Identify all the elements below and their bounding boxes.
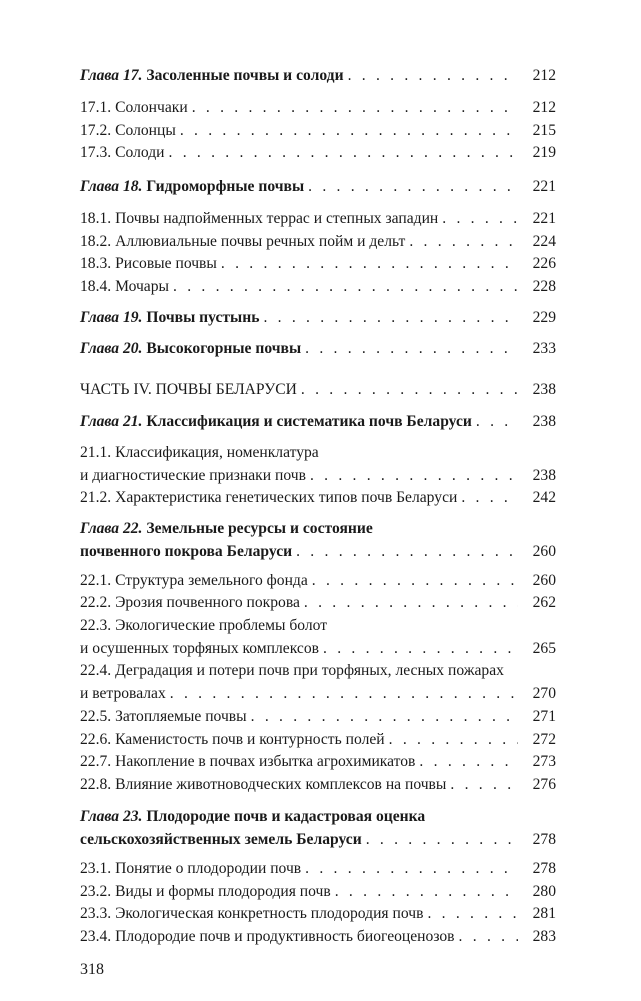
entry-title: Засоленные почвы и солоди xyxy=(146,67,344,84)
toc-chapter-18[interactable] xyxy=(80,175,556,198)
entry-title: 18.3. Рисовые почвы xyxy=(80,255,217,272)
entry-title: Почвы пустынь xyxy=(146,309,260,326)
leader-dots xyxy=(389,728,518,751)
toc-part-4[interactable] xyxy=(80,378,556,401)
toc-section-22-4[interactable] xyxy=(80,659,556,705)
page-number: 280 xyxy=(532,883,556,900)
page-number: 270 xyxy=(532,685,556,702)
chapter-label: Глава 19. xyxy=(80,309,143,326)
page-number: 281 xyxy=(532,905,556,922)
leader-dots xyxy=(335,880,518,903)
toc-section-18-3[interactable] xyxy=(80,252,556,275)
entry-title: 22.1. Структура земельного фонда xyxy=(80,572,308,589)
toc-section-22-1[interactable] xyxy=(80,569,556,592)
page-number: 260 xyxy=(532,572,556,589)
entry-title: 22.6. Каменистость почв и контурность полей xyxy=(80,731,385,748)
leader-dots xyxy=(366,828,518,851)
leader-dots xyxy=(301,378,518,401)
leader-dots xyxy=(263,306,518,329)
leader-dots xyxy=(251,705,518,728)
page-number: 271 xyxy=(532,708,556,725)
entry-title: 23.2. Виды и формы плодородия почв xyxy=(80,883,331,900)
leader-dots xyxy=(305,337,518,360)
leader-dots xyxy=(442,207,518,230)
page-number: 215 xyxy=(532,122,556,139)
entry-title: Высокогорные почвы xyxy=(146,340,302,357)
toc-section-22-3[interactable] xyxy=(80,614,556,660)
page-number: 228 xyxy=(532,278,556,295)
leader-dots xyxy=(169,141,519,164)
page-number: 229 xyxy=(532,309,556,326)
toc-chapter-19[interactable] xyxy=(80,306,556,329)
page-number: 226 xyxy=(532,255,556,272)
toc-section-18-1[interactable] xyxy=(80,207,556,230)
page-number: 276 xyxy=(532,776,556,793)
toc-section-22-6[interactable] xyxy=(80,728,556,751)
entry-title: 17.2. Солонцы xyxy=(80,122,176,139)
toc-section-23-4[interactable] xyxy=(80,925,556,948)
entry-title-line1: 22.3. Экологические проблемы болот xyxy=(80,617,328,634)
entry-title: почвенного покрова Беларуси xyxy=(80,543,293,560)
entry-title-line1: Земельные ресурсы и состояние xyxy=(146,520,373,537)
page-number: 260 xyxy=(532,543,556,560)
leader-dots xyxy=(170,682,518,705)
page-number: 224 xyxy=(532,233,556,250)
toc-section-22-7[interactable] xyxy=(80,750,556,773)
entry-title: 18.4. Мочары xyxy=(80,278,169,295)
page-number: 278 xyxy=(532,831,556,848)
chapter-label: Глава 17. xyxy=(80,67,143,84)
entry-title: сельскохозяйственных земель Беларуси xyxy=(80,831,362,848)
leader-dots xyxy=(310,464,518,487)
entry-title: 17.3. Солоди xyxy=(80,144,165,161)
toc-chapter-17[interactable] xyxy=(80,64,556,87)
leader-dots xyxy=(427,902,518,925)
page-number: 242 xyxy=(532,489,556,506)
leader-dots xyxy=(304,591,518,614)
page-number: 219 xyxy=(532,144,556,161)
leader-dots xyxy=(419,750,518,773)
leader-dots xyxy=(296,540,518,563)
page-number: 238 xyxy=(532,381,556,398)
page-folio-number: 318 xyxy=(80,961,104,978)
toc-section-21-1[interactable] xyxy=(80,441,556,487)
entry-title: 22.8. Влияние животноводческих комплексов на почвы xyxy=(80,776,447,793)
chapter-label: Глава 18. xyxy=(80,178,143,195)
entry-title: и диагностические признаки почв xyxy=(80,467,306,484)
toc-section-17-1[interactable] xyxy=(80,96,556,119)
toc-chapter-20[interactable] xyxy=(80,337,556,360)
leader-dots xyxy=(459,925,518,948)
leader-dots xyxy=(312,569,518,592)
leader-dots xyxy=(305,857,518,880)
toc-section-22-8[interactable] xyxy=(80,773,556,796)
leader-dots xyxy=(308,175,518,198)
chapter-label: Глава 20. xyxy=(80,340,143,357)
leader-dots xyxy=(323,637,518,660)
leader-dots xyxy=(221,252,518,275)
toc-section-18-2[interactable] xyxy=(80,230,556,253)
page-number: 272 xyxy=(532,731,556,748)
toc-chapter-22[interactable] xyxy=(80,517,556,563)
toc-section-21-2[interactable] xyxy=(80,486,556,509)
page-number: 278 xyxy=(532,860,556,877)
chapter-label: Глава 23. xyxy=(80,808,143,825)
leader-dots xyxy=(450,773,518,796)
entry-title: 21.2. Характеристика генетических типов почв Беларуси xyxy=(80,489,458,506)
page-number: 273 xyxy=(532,753,556,770)
page-number: 238 xyxy=(532,467,556,484)
entry-title: 23.4. Плодородие почв и продуктивность биогеоценозов xyxy=(80,928,455,945)
chapter-label: Глава 22. xyxy=(80,520,143,537)
leader-dots xyxy=(192,96,518,119)
toc-section-23-3[interactable] xyxy=(80,902,556,925)
chapter-label: Глава 21. xyxy=(80,413,143,430)
toc-section-22-2[interactable] xyxy=(80,591,556,614)
leader-dots xyxy=(348,64,518,87)
entry-title: и осушенных торфяных комплексов xyxy=(80,640,319,657)
entry-title: 17.1. Солончаки xyxy=(80,99,188,116)
entry-title: ЧАСТЬ IV. ПОЧВЫ БЕЛАРУСИ xyxy=(80,381,297,398)
page-number: 221 xyxy=(532,210,556,227)
entry-title: 23.1. Понятие о плодородии почв xyxy=(80,860,302,877)
entry-title: и ветровалах xyxy=(80,685,166,702)
leader-dots xyxy=(409,230,518,253)
toc-section-17-2[interactable] xyxy=(80,119,556,142)
leader-dots xyxy=(173,275,518,298)
toc-section-17-3[interactable] xyxy=(80,141,556,164)
entry-title: Гидроморфные почвы xyxy=(146,178,305,195)
toc-chapter-21[interactable] xyxy=(80,410,556,433)
page-number: 221 xyxy=(532,178,556,195)
page-number: 262 xyxy=(532,594,556,611)
page-number: 238 xyxy=(532,413,556,430)
entry-title: 22.5. Затопляемые почвы xyxy=(80,708,247,725)
leader-dots xyxy=(461,486,518,509)
entry-title: Классификация и систематика почв Беларуси xyxy=(146,413,472,430)
leader-dots xyxy=(180,119,518,142)
entry-title: 22.2. Эрозия почвенного покрова xyxy=(80,594,300,611)
page-number: 212 xyxy=(532,67,556,84)
toc-section-23-2[interactable] xyxy=(80,880,556,903)
toc-section-18-4[interactable] xyxy=(80,275,556,298)
leader-dots xyxy=(476,410,518,433)
toc-section-23-1[interactable] xyxy=(80,857,556,880)
page-number: 233 xyxy=(532,340,556,357)
entry-title: 23.3. Экологическая конкретность плодородия почв xyxy=(80,905,424,922)
entry-title-line1: Плодородие почв и кадастровая оценка xyxy=(146,808,426,825)
entry-title-line1: 22.4. Деградация и потери почв при торфяных, лесных пожарах xyxy=(80,662,504,679)
entry-title: 22.7. Накопление в почвах избытка агрохимикатов xyxy=(80,753,416,770)
toc-chapter-23[interactable] xyxy=(80,805,556,851)
page-number: 265 xyxy=(532,640,556,657)
page-number: 283 xyxy=(532,928,556,945)
entry-title-line1: 21.1. Классификация, номенклатура xyxy=(80,444,319,461)
page-number: 212 xyxy=(532,99,556,116)
entry-title: 18.1. Почвы надпойменных террас и степных западин xyxy=(80,210,439,227)
toc-section-22-5[interactable] xyxy=(80,705,556,728)
entry-title: 18.2. Аллювиальные почвы речных пойм и дельт xyxy=(80,233,406,250)
